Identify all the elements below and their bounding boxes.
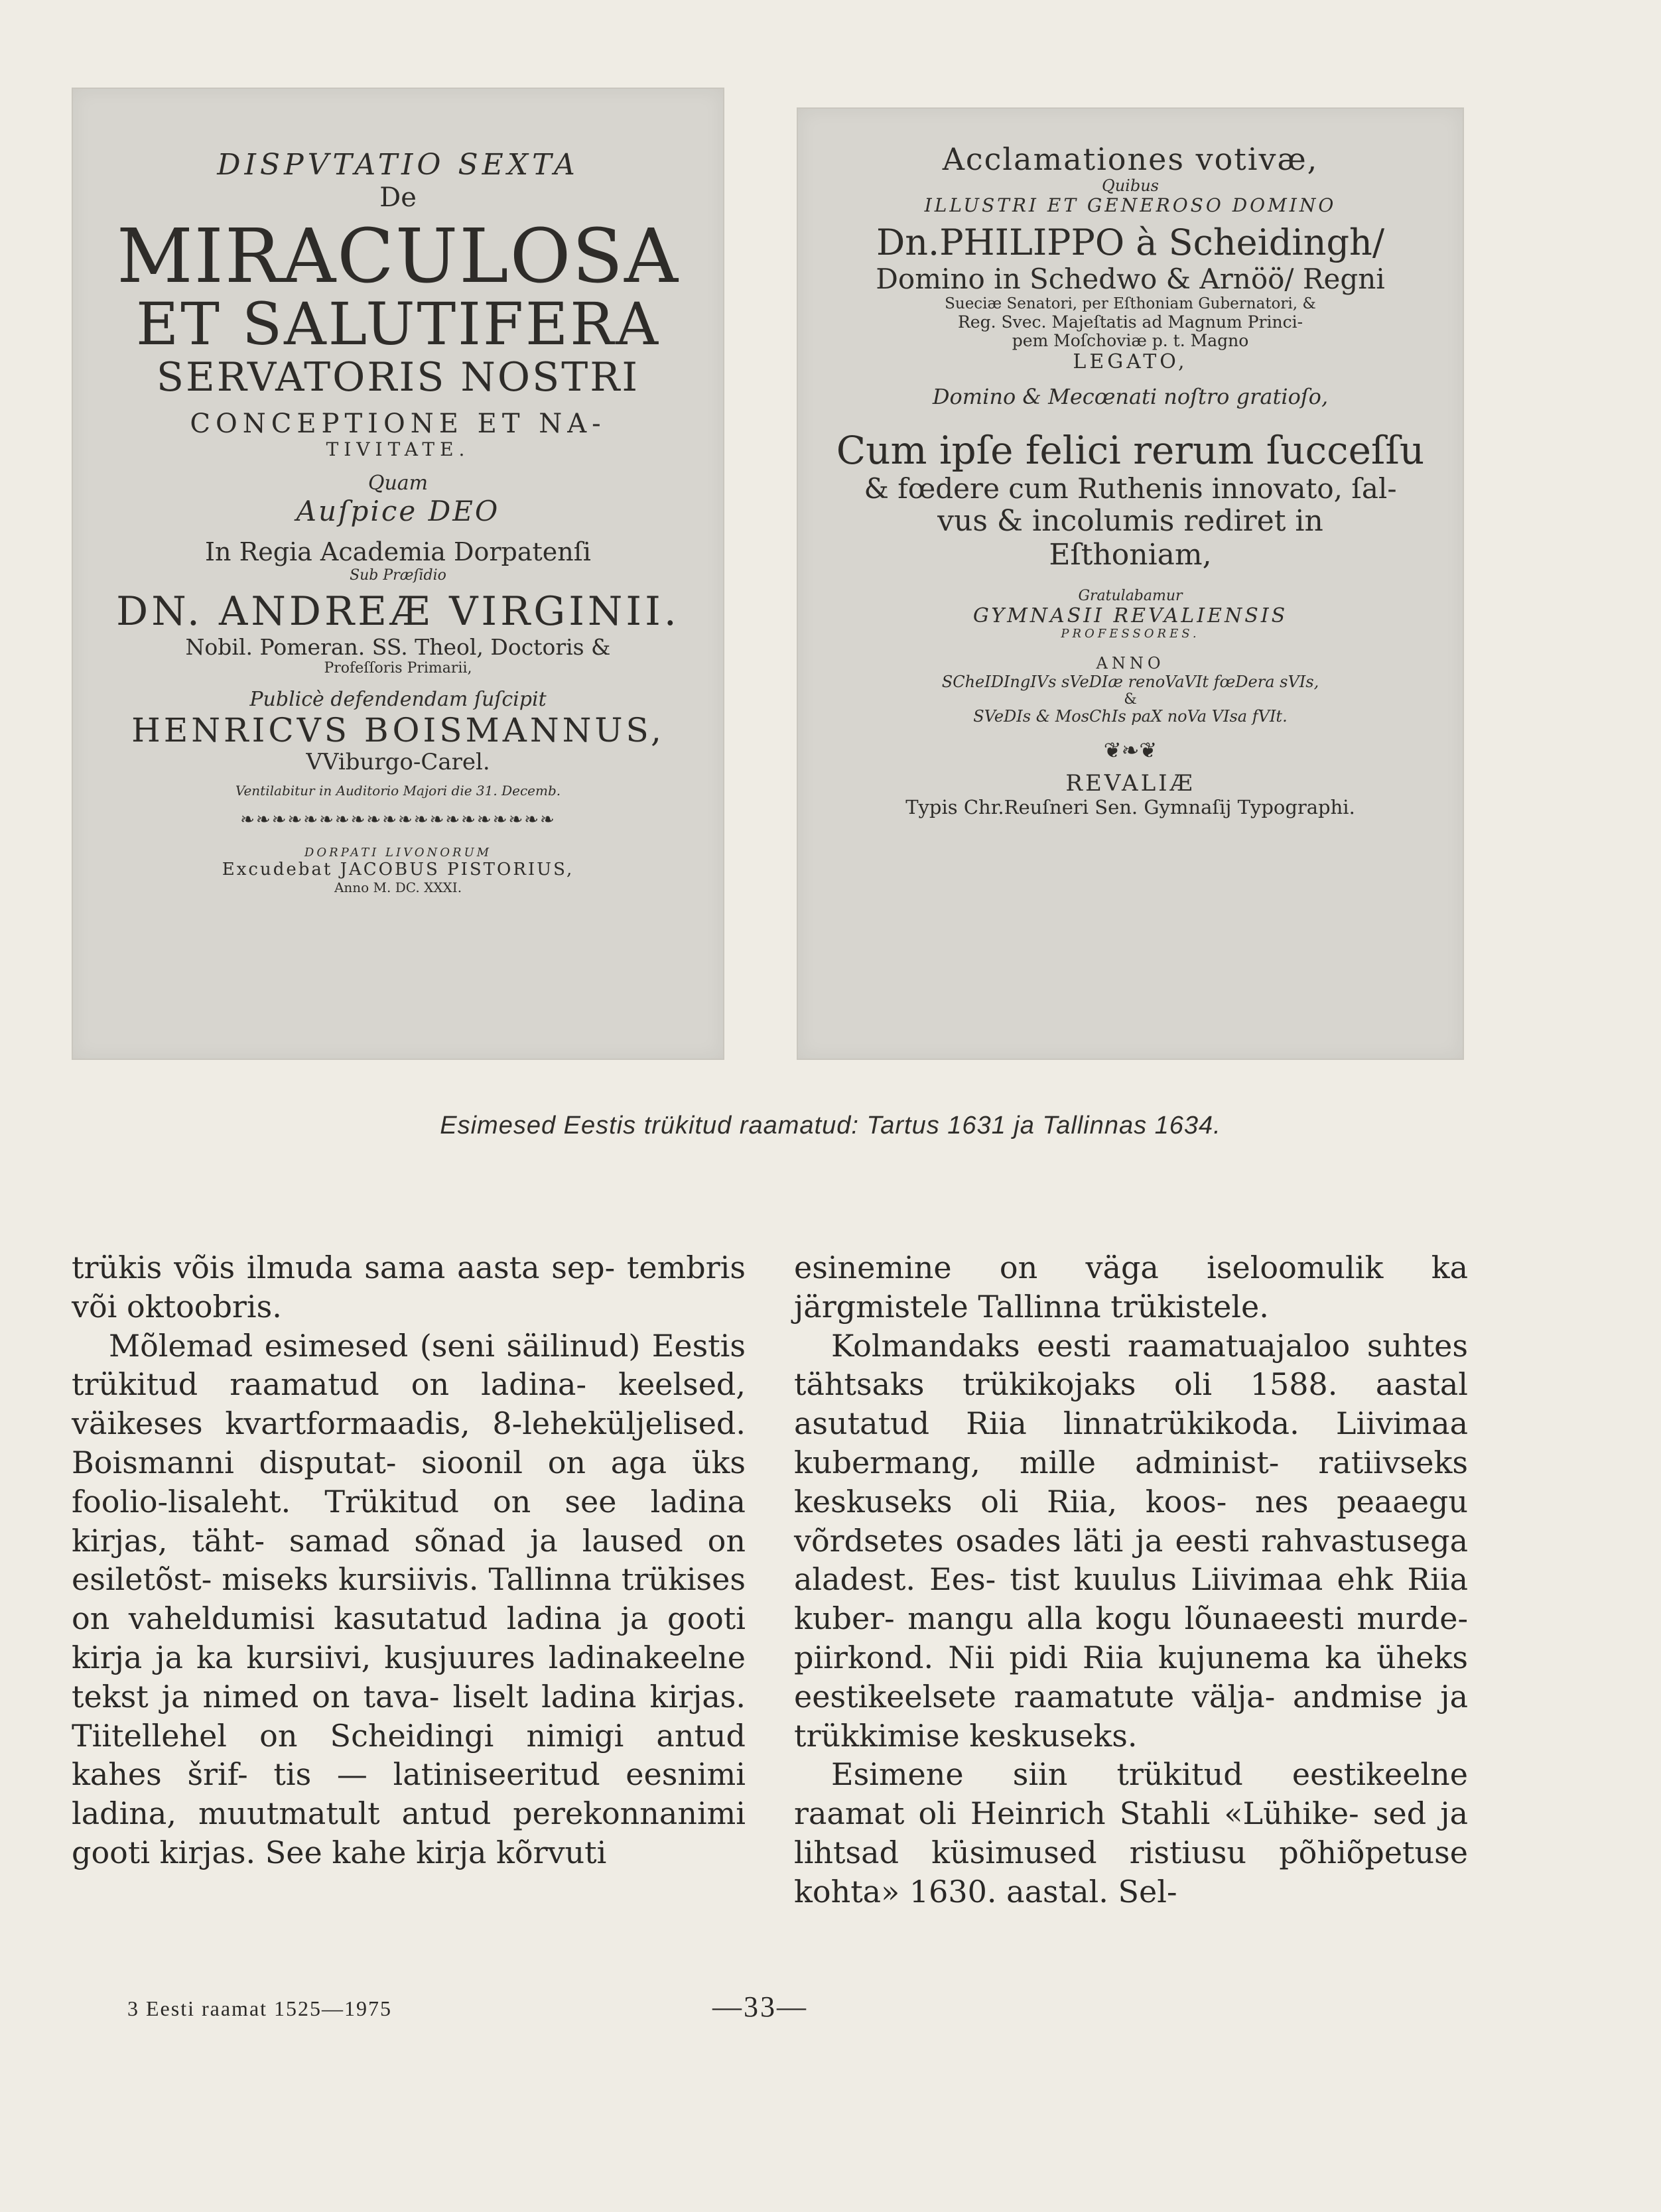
plate-right-line-13: vus & incolumis rediret in bbox=[937, 504, 1323, 539]
plate-left-line-18: Ventilabitur in Auditorio Majori die 31. Decemb. bbox=[235, 783, 561, 799]
plate-left-line-16: HENRICVS BOISMANNUS, bbox=[131, 710, 665, 749]
ornament-fleuron: ❦❧❦ bbox=[1103, 738, 1158, 763]
plate-right-line-23: REVALIÆ bbox=[1065, 769, 1195, 797]
plate-left-line-15: Publicè defendendam ſuſcipit bbox=[249, 688, 547, 712]
plate-right-line-10: Domino & Mecœnati noſtro gratioſo, bbox=[932, 383, 1329, 409]
plate-right-line-1: Acclamationes votivæ, bbox=[942, 141, 1319, 177]
paragraph: Esimene siin trükitud eestikeelne raamat oli Heinrich Stahli «Lühike- sed ja lihtsad küsimused ristiusu põhiõpetuse kohta» 1630. aastal. Sel- bbox=[794, 1756, 1468, 1910]
plate-left-line-5: SERVATORIS NOSTRI bbox=[156, 354, 640, 401]
plate-left-line-14: Profeſſoris Primarii, bbox=[324, 659, 472, 677]
plate-right-line-14: Eſthoniam, bbox=[1049, 537, 1212, 572]
figure-caption: Esimesed Eestis trükitud raamatud: Tartus 1631 ja Tallinnas 1634. bbox=[440, 1112, 1221, 1139]
plate-left-line-7: TIVITATE. bbox=[326, 438, 470, 460]
plate-right-line-12: & fœdere cum Ruthenis innovato, ſal- bbox=[864, 472, 1397, 505]
plate-right-line-6: Sueciæ Senatori, per Eſthoniam Gubernatori, & bbox=[945, 295, 1316, 313]
plate-right-line-21: SVeDIs & MosChIs paX noVa VIsa fVIt. bbox=[973, 707, 1288, 726]
plate-left-line-10: In Regia Academia Dorpatenſi bbox=[205, 537, 591, 566]
plate-left-line-6: CONCEPTIONE ET NA- bbox=[190, 408, 606, 439]
plate-left-line-20: DORPATI LIVONORUM bbox=[304, 846, 492, 860]
plate-right-line-7: Reg. Svec. Majeſtatis ad Magnum Princi- bbox=[957, 312, 1303, 332]
plate-right-line-16: GYMNASII REVALIENSIS bbox=[972, 604, 1288, 627]
plate-left-line-3: MIRACULOSA bbox=[116, 213, 680, 300]
plate-right-line-9: LEGATO, bbox=[1073, 350, 1188, 373]
paragraph: trükis võis ilmuda sama aasta sep- tembris või oktoobris. bbox=[72, 1250, 746, 1325]
body-column-left bbox=[72, 1248, 746, 1872]
plate-right-line-5: Domino in Schedwo & Arnöö/ Regni bbox=[876, 262, 1385, 295]
body-column-right bbox=[794, 1248, 1468, 1912]
plate-left-line-17: VViburgo-Carel. bbox=[306, 749, 490, 776]
plate-left-line-11: Sub Præſidio bbox=[350, 566, 446, 584]
plate-right-line-20: & bbox=[1124, 691, 1137, 708]
signature-note: 3 Eesti raamat 1525—1975 bbox=[127, 1996, 393, 2020]
paragraph: Kolmandaks eesti raamatuajaloo suhtes tähtsaks trükikojaks oli 1588. aastal asutatud Riia linnatrükikoda. Liivimaa kubermang, mille administ- ratiivseks keskuseks oli Riia, koos- nes peaaegu võrdsetes osades läti ja eesti rahvastusega aladest. Ees- tist kuulus Liivimaa ehk Riia kuber- mangu alla kogu lõunaeesti murde- piirkond. Nii pidi Riia kujunema ka üheks eestikeelsete raamatute välja- andmise ja trükkimise keskuseks. bbox=[794, 1327, 1468, 1754]
page-number: —33— bbox=[712, 1990, 808, 2023]
plate-right-line-8: pem Moſchoviæ p. t. Magno bbox=[1012, 331, 1249, 351]
facsimile-tartu-1631 bbox=[72, 88, 724, 1060]
plate-left-line-12: DN. ANDREÆ VIRGINII. bbox=[116, 588, 680, 635]
paragraph: Mõlemad esimesed (seni säilinud) Eestis trükitud raamatud on ladina- keelsed, väikeses kvartformaadis, 8-leheküljelised. Boismanni disputat- sioonil on aga üks foolio-lisaleht. Trükitud on see ladina kirjas, täht- samad sõnad ja laused on esiletõst- miseks kursiivis. Tallinna trükises on vaheldumisi kasutatud ladina ja gooti kirja ja ka kursiivi, kusjuures ladinakeelne tekst ja nimed on tava- liselt ladina kirjas. Tiitellehel on Scheidingi nimigi antud kahes šrif- tis — latiniseeritud eesnimi ladina, muutmatult antud perekonnanimi gooti kirjas. See kahe kirja kõrvuti bbox=[72, 1327, 746, 1870]
plate-right-line-11: Cum ipſe felici rerum ſucceſſu bbox=[836, 428, 1425, 474]
facsimile-tallinn-1634 bbox=[797, 107, 1464, 1060]
plate-right-line-2: Quibus bbox=[1102, 176, 1159, 195]
plate-left-line-9: Auſpice DEO bbox=[296, 494, 500, 527]
plate-left-line-1: DISPVTATIO SEXTA bbox=[217, 148, 579, 182]
plate-right-line-19: SCheIDIngIVs sVeDIæ renoVaVIt fœDera sVIs, bbox=[941, 672, 1319, 691]
plate-left-line-2: De bbox=[379, 182, 417, 213]
plate-right-line-3: ILLUSTRI ET GENEROSO DOMINO bbox=[924, 194, 1337, 217]
plate-right-line-24: Typis Chr.Reuſneri Sen. Gymnaſij Typographi. bbox=[905, 795, 1355, 818]
plate-right-line-15: Gratulabamur bbox=[1078, 588, 1183, 605]
plate-left-line-13: Nobil. Pomeran. SS. Theol, Doctoris & bbox=[185, 633, 611, 660]
paragraph: esinemine on väga iseloomulik ka järgmistele Tallinna trükistele. bbox=[794, 1250, 1468, 1325]
plate-left-line-8: Quam bbox=[367, 472, 429, 495]
plate-left-line-21: Excudebat JACOBUS PISTORIUS, bbox=[222, 859, 574, 879]
plate-right-line-17: PROFESSORES. bbox=[1061, 627, 1200, 641]
plate-right-line-18: ANNO bbox=[1096, 653, 1165, 673]
plate-left-line-4: ET SALUTIFERA bbox=[135, 289, 661, 358]
plate-right-line-4: Dn.PHILIPPO à Scheidingh/ bbox=[876, 221, 1385, 263]
ornament-rule: ❧❧❧❧❧❧❧❧❧❧❧❧❧❧❧❧❧❧❧❧ bbox=[240, 811, 556, 830]
plate-left-line-22: Anno M. DC. XXXI. bbox=[334, 879, 462, 895]
